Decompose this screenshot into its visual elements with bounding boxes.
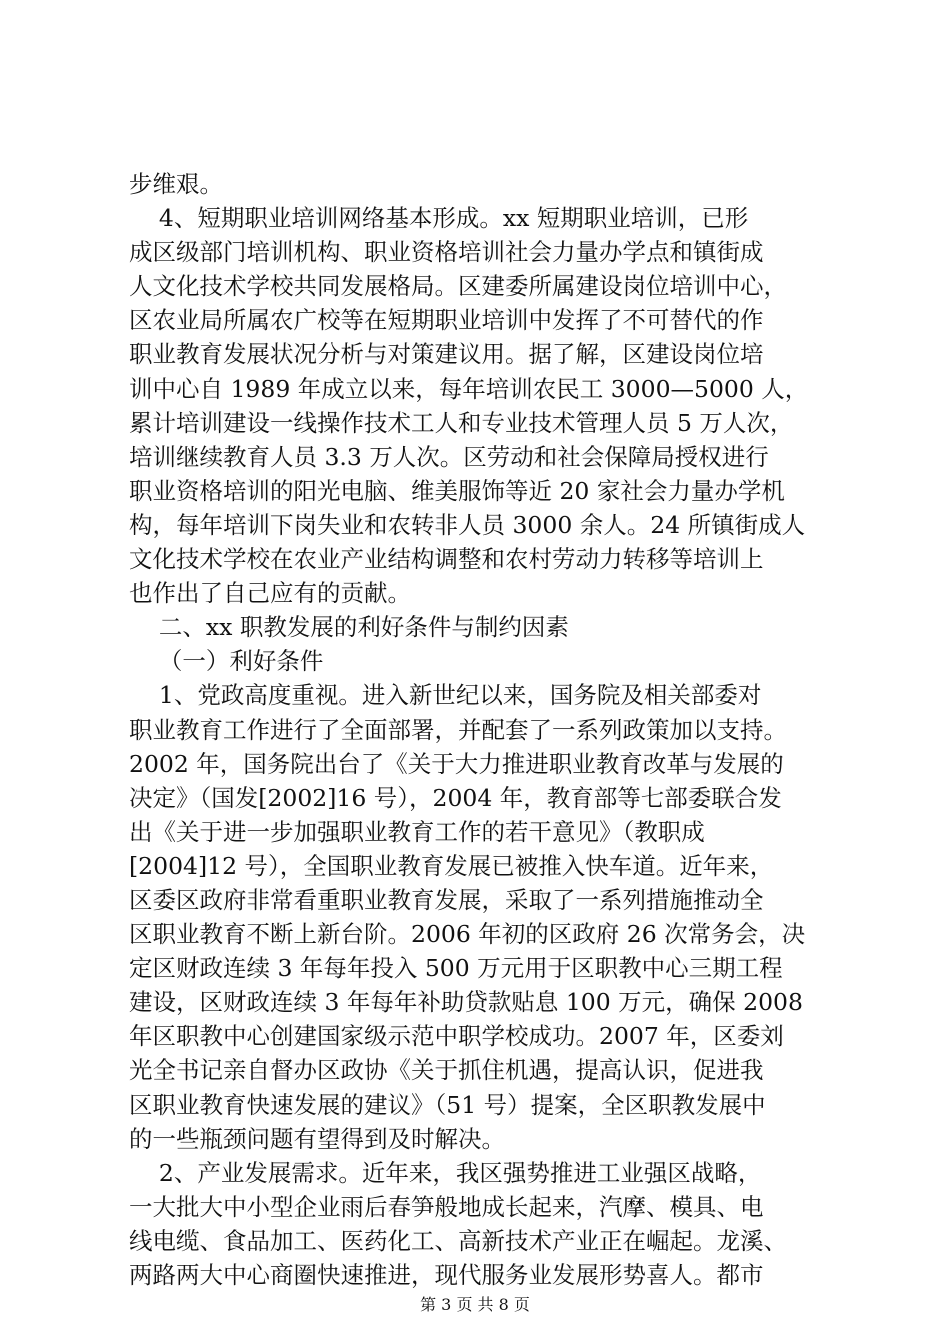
text-line: 线电缆、食品加工、医药化工、高新技术产业正在崛起。龙溪、 bbox=[129, 1226, 787, 1255]
text-line: 区农业局所属农广校等在短期职业培训中发挥了不可替代的作 bbox=[129, 306, 764, 335]
text-line: 1、党政高度重视。进入新世纪以来，国务院及相关部委对 bbox=[129, 681, 762, 710]
text-line: 的一些瓶颈问题有望得到及时解决。 bbox=[129, 1124, 505, 1153]
text-line: 职业资格培训的阳光电脑、维美服饰等近 20 家社会力量办学机 bbox=[129, 476, 785, 505]
text-line: [2004]12 号），全国职业教育发展已被推入快车道。近年来， bbox=[129, 851, 774, 880]
text-line: 一大批大中小型企业雨后春笋般地成长起来，汽摩、模具、电 bbox=[129, 1192, 764, 1221]
text-line: 训中心自 1989 年成立以来，每年培训农民工 3000—5000 人， bbox=[129, 374, 809, 403]
text-line: 职业教育工作进行了全面部署，并配套了一系列政策加以支持。 bbox=[129, 715, 787, 744]
text-line: 2002 年，国务院出台了《关于大力推进职业教育改革与发展的 bbox=[129, 749, 784, 778]
text-line: 定区财政连续 3 年每年投入 500 万元用于区职教中心三期工程 bbox=[129, 954, 783, 983]
text-line: 2、产业发展需求。近年来，我区强势推进工业强区战略， bbox=[129, 1158, 762, 1187]
text-line: 区职业教育快速发展的建议》（51 号）提案，全区职教发展中 bbox=[129, 1090, 766, 1119]
text-line: 光全书记亲自督办区政协《关于抓住机遇，提高认识，促进我 bbox=[129, 1056, 764, 1085]
page-number-footer: 第 3 页 共 8 页 bbox=[420, 1295, 530, 1314]
text-line: 年区职教中心创建国家级示范中职学校成功。2007 年，区委刘 bbox=[129, 1022, 784, 1051]
document-body bbox=[129, 167, 849, 1292]
text-line: 也作出了自己应有的贡献。 bbox=[129, 579, 411, 608]
text-line: 职业教育发展状况分析与对策建议用。据了解，区建设岗位培 bbox=[129, 340, 764, 369]
text-line: 人文化技术学校共同发展格局。区建委所属建设岗位培训中心， bbox=[129, 272, 787, 301]
text-line: 出《关于进一步加强职业教育工作的若干意见》（教职成 bbox=[129, 817, 705, 846]
text-line: 成区级部门培训机构、职业资格培训社会力量办学点和镇街成 bbox=[129, 238, 764, 267]
text-line: 步维艰。 bbox=[129, 170, 223, 198]
subsection-heading: （一）利好条件 bbox=[129, 647, 324, 676]
text-line: 培训继续教育人员 3.3 万人次。区劳动和社会保障局授权进行 bbox=[129, 442, 769, 471]
section-heading: 二、xx 职教发展的利好条件与制约因素 bbox=[129, 613, 569, 642]
text-line: 两路两大中心商圈快速推进，现代服务业发展形势喜人。都市 bbox=[129, 1261, 764, 1289]
text-line: 4、短期职业培训网络基本形成。xx 短期职业培训，已形 bbox=[129, 204, 749, 233]
text-line: 决定》（国发[2002]16 号），2004 年，教育部等七部委联合发 bbox=[129, 783, 782, 812]
text-line: 建设，区财政连续 3 年每年补助贷款贴息 100 万元，确保 2008 bbox=[129, 988, 803, 1017]
text-line: 构，每年培训下岗失业和农转非人员 3000 余人。24 所镇街成人 bbox=[129, 510, 806, 539]
text-line: 区职业教育不断上新台阶。2006 年初的区政府 26 次常务会，决 bbox=[129, 920, 806, 949]
text-line: 区委区政府非常看重职业教育发展，采取了一系列措施推动全 bbox=[129, 885, 764, 914]
text-line: 累计培训建设一线操作技术工人和专业技术管理人员 5 万人次， bbox=[129, 408, 794, 437]
text-line: 文化技术学校在农业产业结构调整和农村劳动力转移等培训上 bbox=[129, 545, 764, 574]
